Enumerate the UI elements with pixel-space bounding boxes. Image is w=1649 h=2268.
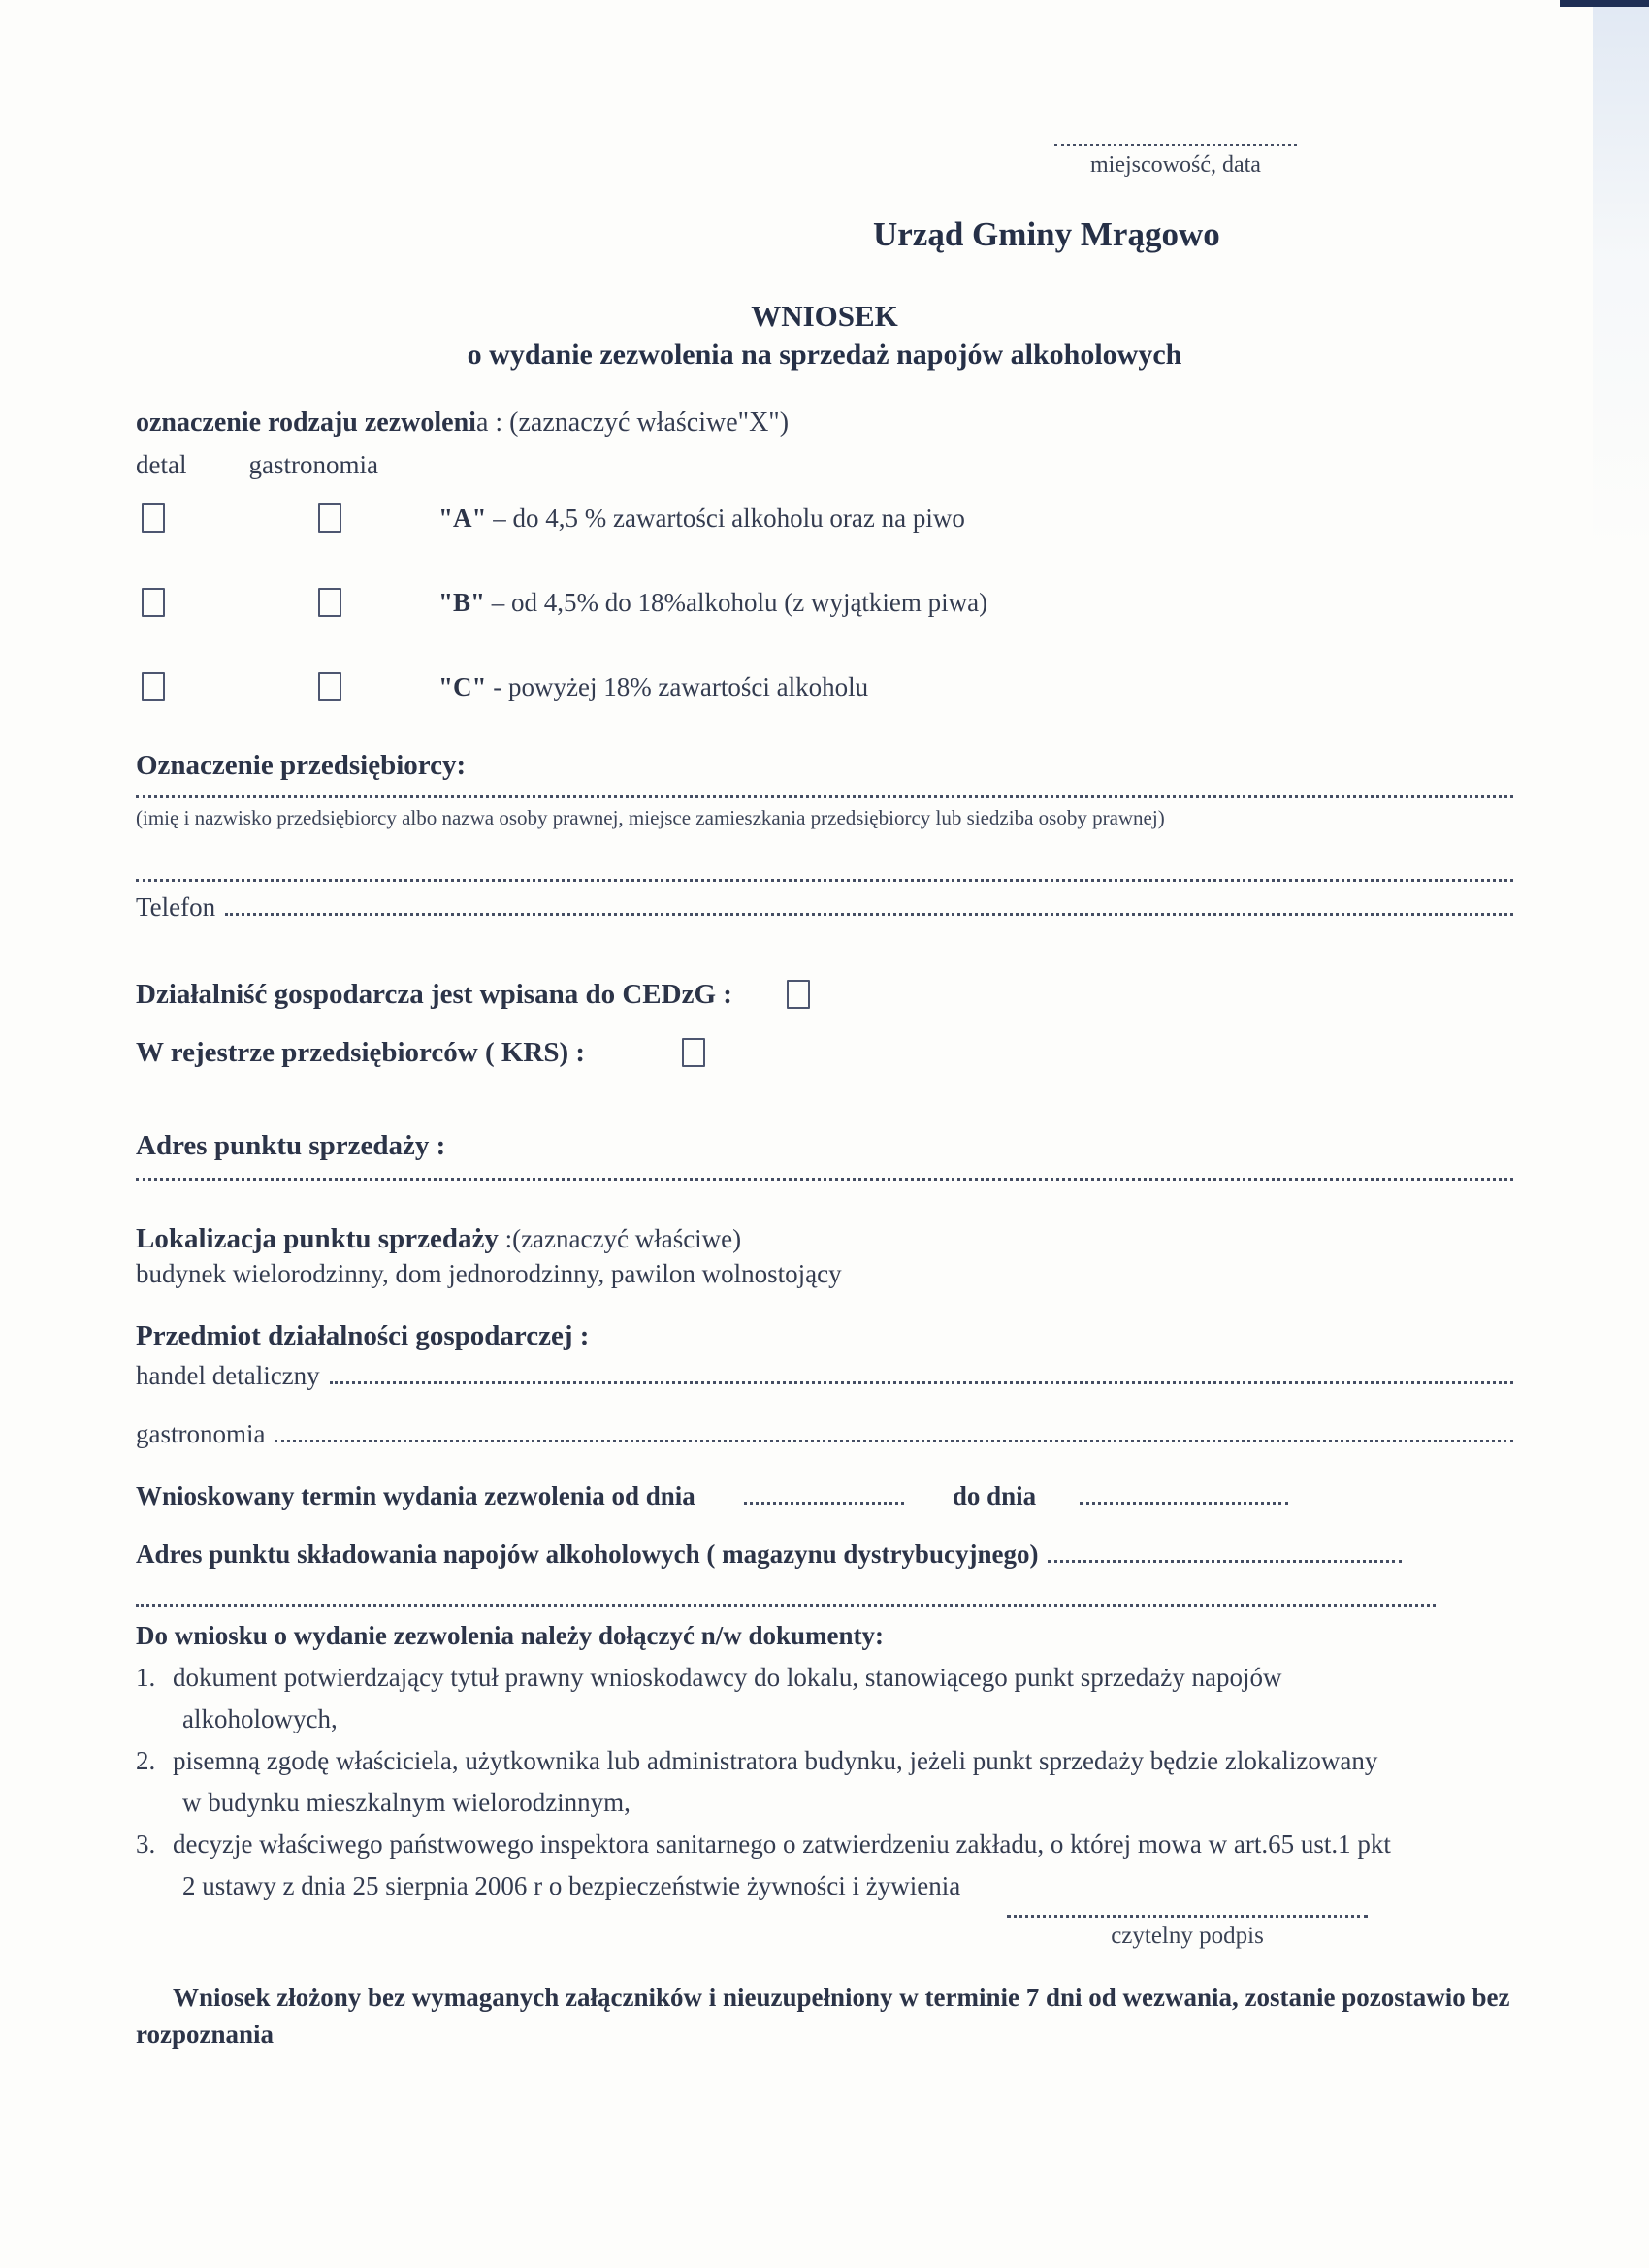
attachment-item-2 [136, 1740, 1513, 1824]
permit-option-b-code: "B" [438, 587, 485, 617]
storage-row [136, 1537, 1513, 1570]
column-detal-label: detal [136, 450, 187, 479]
attachment-item-3-line-1: decyzje właściwego państwowego inspektora sanitarnego o zatwierdzeniu zakładu, o której mowa w art.65 ust.1 pkt [173, 1830, 1391, 1859]
permit-option-c-desc: - powyżej 18% zawartości alkoholu [486, 671, 869, 701]
signature-label: czytelny podpis [1111, 1923, 1264, 1949]
place-date-label: miejscowość, data [1090, 152, 1261, 178]
form-title: WNIOSEK [751, 299, 898, 333]
location-heading-bold: Lokalizacja punktu sprzedaży [136, 1223, 499, 1254]
attachment-item-1-number: 1. [136, 1663, 156, 1692]
sale-point-heading: Adres punktu sprzedaży : [136, 1130, 446, 1161]
permit-type-heading [136, 407, 1513, 438]
place-date-line [1054, 144, 1297, 146]
form-subtitle: o wydanie zezwolenia na sprzedaż napojów alkoholowych [467, 339, 1182, 371]
checkbox-c-gastronomia[interactable] [318, 672, 341, 701]
attachments-list [136, 1657, 1513, 1907]
office-name: Urząd Gminy Mrągowo [873, 215, 1220, 253]
cedzg-row [136, 977, 1513, 1012]
attachment-item-2-line-2: w budynku mieszkalnym wielorodzinnym, [182, 1788, 630, 1817]
gastronomy-label: gastronomia [136, 1419, 266, 1448]
attachment-item-3-line-2: 2 ustawy z dnia 25 sierpnia 2006 r o bezpieczeństwie żywności i żywienia [182, 1871, 961, 1900]
attachment-item-2-text [173, 1740, 1377, 1824]
storage-field-line [1048, 1560, 1402, 1563]
footer-note-line-2: rozpoznania [136, 2020, 275, 2049]
krs-label: W rejestrze przedsiębiorców ( KRS) : [136, 1036, 586, 1068]
attachment-item-1-line-1: dokument potwierdzający tytuł prawny wnioskodawcy do lokalu, stanowiącego punkt sprzedaży napojów [173, 1663, 1282, 1692]
permit-option-c-text [438, 672, 868, 702]
retail-label: handel detaliczny [136, 1361, 320, 1390]
checkbox-krs[interactable] [682, 1038, 705, 1067]
attachment-item-3-text [173, 1824, 1391, 1907]
permit-option-a-text [438, 503, 965, 534]
checkbox-a-gastronomia[interactable] [318, 503, 341, 533]
attachment-item-1-line-2: alkoholowych, [182, 1704, 338, 1733]
checkbox-b-gastronomia[interactable] [318, 588, 341, 617]
place-date-block [1054, 144, 1297, 178]
attachment-item-3-number: 3. [136, 1830, 156, 1859]
location-options: budynek wielorodzinny, dom jednorodzinny, pawilon wolnostojący [136, 1259, 842, 1288]
business-subject-heading: Przedmiot działalności gospodarczej : [136, 1320, 590, 1351]
form-content [0, 144, 1649, 2053]
attachment-item-3 [136, 1824, 1513, 1907]
attachment-item-2-number: 2. [136, 1746, 156, 1775]
storage-label: Adres punktu składowania napojów alkoholowych ( magazynu dystrybucyjnego) [136, 1539, 1039, 1569]
footer-note [136, 1979, 1513, 2053]
permit-option-a-desc: – do 4,5 % zawartości alkoholu oraz na piwo [486, 502, 965, 533]
permit-option-b-desc: – od 4,5% do 18%alkoholu (z wyjątkiem piwa) [485, 587, 988, 617]
retail-row [136, 1358, 1513, 1391]
permit-option-b-text [438, 588, 987, 618]
attachment-item-1 [136, 1657, 1513, 1740]
location-heading-rest: :(zaznaczyć właściwe) [498, 1224, 742, 1253]
scan-artifact-right-shade [1593, 7, 1649, 550]
permit-type-heading-rest: a : (zaznaczyć właściwe"X") [475, 407, 790, 437]
term-to-label: do dnia [952, 1481, 1037, 1510]
attachments-heading: Do wniosku o wydanie zezwolenia należy dołączyć n/w dokumenty: [136, 1621, 885, 1650]
checkbox-c-detal[interactable] [142, 672, 165, 701]
phone-label: Telefon [136, 892, 216, 922]
checkbox-b-detal[interactable] [142, 588, 165, 617]
term-from-field-line [744, 1502, 904, 1505]
storage-address-line [136, 1604, 1436, 1607]
sale-point-address-line [136, 1178, 1513, 1181]
gastronomy-field-line [275, 1440, 1513, 1442]
checkbox-cedzg[interactable] [787, 980, 810, 1009]
footer-note-line-1: Wniosek złożony bez wymaganych załączników i nieuzupełniony w terminie 7 dni od wezwania, zostanie pozostawio bez [173, 1983, 1510, 2012]
entrepreneur-heading: Oznaczenie przedsiębiorcy: [136, 750, 467, 781]
signature-line [1007, 1915, 1368, 1918]
entrepreneur-name-line [136, 795, 1513, 798]
permit-option-a-code: "A" [438, 502, 487, 533]
term-to-field-line [1080, 1502, 1288, 1505]
phone-row [136, 890, 1513, 923]
scan-artifact-corner-bar [1560, 0, 1649, 7]
title-block [136, 297, 1513, 374]
signature-block [1007, 1915, 1368, 1950]
permit-option-row-a [136, 502, 1513, 535]
phone-field-line [225, 913, 1513, 916]
permit-columns [136, 450, 1513, 480]
gastronomy-row [136, 1416, 1513, 1449]
permit-type-heading-bold: oznaczenie rodzaju zezwoleni [136, 407, 476, 437]
entrepreneur-address-line [136, 879, 1513, 882]
krs-row [136, 1035, 1513, 1070]
attachment-item-2-line-1: pisemną zgodę właściciela, użytkownika lub administratora budynku, jeżeli punkt sprzedaży będzie zlokalizowany [173, 1746, 1378, 1775]
term-label: Wnioskowany termin wydania zezwolenia od dnia [136, 1481, 695, 1510]
entrepreneur-hint: (imię i nazwisko przedsiębiorcy albo nazwa osoby prawnej, miejsce zamieszkania przedsiębiorcy lub siedziba osoby prawnej) [136, 806, 1165, 829]
column-gastronomia-label: gastronomia [248, 450, 378, 479]
permit-option-row-c [136, 670, 1513, 703]
retail-field-line [330, 1381, 1513, 1384]
cedzg-label: Działalniść gospodarcza jest wpisana do CEDzG : [136, 978, 732, 1010]
attachment-item-1-text [173, 1657, 1281, 1740]
permit-option-c-code: "C" [438, 671, 487, 701]
checkbox-a-detal[interactable] [142, 503, 165, 533]
location-heading [136, 1223, 1513, 1255]
term-row [136, 1478, 1513, 1511]
permit-option-row-b [136, 586, 1513, 619]
